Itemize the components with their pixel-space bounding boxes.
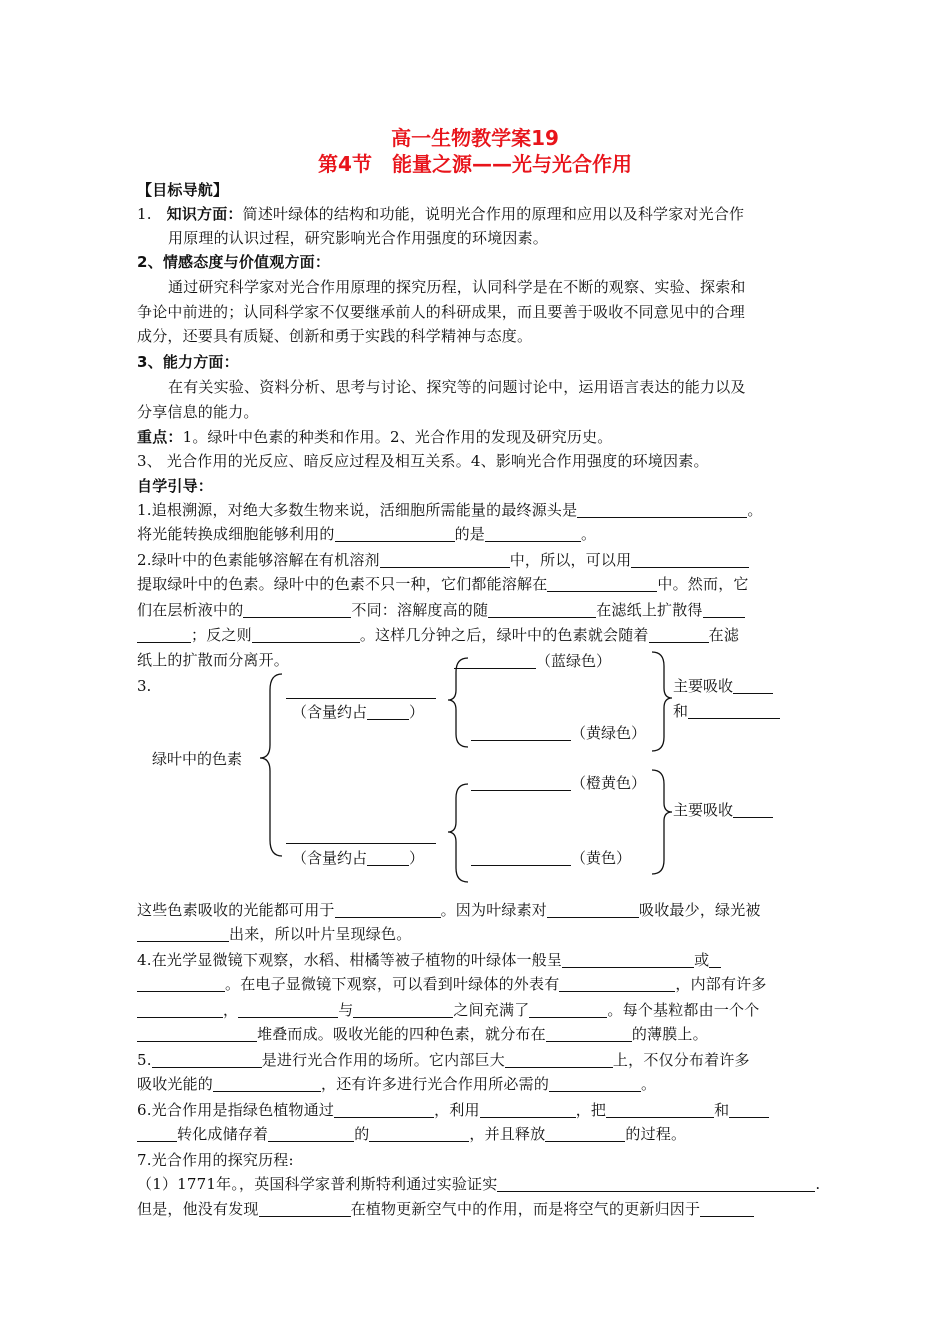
chlorophyll-a-row: （蓝绿色） xyxy=(454,650,611,672)
lower-brace xyxy=(448,784,468,882)
blank[interactable] xyxy=(649,626,709,643)
blank[interactable] xyxy=(268,1125,354,1142)
q2-line-3: 们在层析液中的 不同：溶解度高的随 在滤纸上扩散得 xyxy=(137,598,745,622)
blank[interactable] xyxy=(547,901,639,918)
key-points-line-2: 3、 光合作用的光反应、暗反应过程及相互关系。4、影响光合作用强度的环境因素。 xyxy=(137,452,709,470)
blank[interactable] xyxy=(700,1200,754,1217)
blank[interactable] xyxy=(213,1075,321,1092)
blank[interactable] xyxy=(137,1025,257,1042)
blank[interactable] xyxy=(733,677,773,694)
q2-line-5: 纸上的扩散而分离开。 xyxy=(137,651,290,669)
blank[interactable] xyxy=(471,849,571,866)
chlorophyll-content: （含量约占 ） xyxy=(292,703,425,721)
blank[interactable] xyxy=(137,1125,177,1142)
knowledge-line-2: 用原理的认识过程，研究影响光合作用强度的环境因素。 xyxy=(168,229,549,247)
lower-right-brace xyxy=(652,770,672,874)
emotion-line-3: 成分，还要具有质疑、创新和勇于实践的科学精神与态度。 xyxy=(137,327,533,345)
emotion-line-2: 争论中前进的；认同科学家不仅要继承前人的科研成果，而且要善于吸收不同意见中的合理 xyxy=(137,303,746,321)
blank[interactable] xyxy=(367,703,409,720)
blank[interactable] xyxy=(380,551,510,568)
blank[interactable] xyxy=(335,525,455,542)
blank[interactable] xyxy=(137,626,191,643)
blank[interactable] xyxy=(631,551,749,568)
blank[interactable] xyxy=(353,1001,453,1018)
q2-line-2: 提取绿叶中的色素。绿叶中的色素不只一种，它们都能溶解在 中。然而，它 xyxy=(137,575,749,593)
blank[interactable] xyxy=(137,1001,223,1018)
q3-root-label: 绿叶中的色素 xyxy=(152,750,243,768)
blank[interactable] xyxy=(688,702,780,719)
chlorophyll-blank[interactable] xyxy=(286,680,436,702)
blank[interactable] xyxy=(243,601,351,618)
q1-line-2: 将光能转换成细胞能够利用的 的是 。 xyxy=(137,525,597,543)
blank[interactable] xyxy=(733,801,773,818)
q7-line-2: 但是，他没有发现 在植物更新空气中的作用，而是将空气的更新归因于 xyxy=(137,1197,754,1221)
blank[interactable] xyxy=(549,1075,641,1092)
q5-line-2: 吸收光能的 ，还有许多进行光合作用所必需的 。 xyxy=(137,1075,657,1093)
blank[interactable] xyxy=(367,849,409,866)
blank[interactable] xyxy=(137,975,225,992)
absorb-row-1: 主要吸收 xyxy=(673,675,773,697)
blank[interactable] xyxy=(497,1175,815,1192)
blank[interactable] xyxy=(137,925,229,942)
q2-line-1: 2.绿叶中的色素能够溶解在有机溶剂 中，所以，可以用 xyxy=(137,548,749,572)
q3-line-2: 出来，所以叶片呈现绿色。 xyxy=(137,922,411,946)
blank[interactable] xyxy=(703,601,745,618)
q6-line-1: 6.光合作用是指绿色植物通过 ，利用 ，把 和 xyxy=(137,1098,769,1122)
blank[interactable] xyxy=(709,951,721,968)
emotion-heading: 2、情感态度与价值观方面： xyxy=(137,253,331,271)
q4-line-2: 。在电子显微镜下观察，可以看到叶绿体的外表有 ，内部有许多 xyxy=(137,972,767,996)
absorb-row-3: 主要吸收 xyxy=(673,799,773,821)
blank[interactable] xyxy=(471,774,571,791)
goals-heading: 【目标导航】 xyxy=(137,181,229,199)
carotenoid-blank[interactable] xyxy=(286,825,436,847)
emotion-line-1: 通过研究科学家对光合作用原理的探究历程，认同科学是在不断的观察、实验、探索和 xyxy=(168,278,746,296)
blank[interactable] xyxy=(480,1101,576,1118)
blank[interactable] xyxy=(505,1051,613,1068)
upper-right-brace xyxy=(652,652,672,751)
blank[interactable] xyxy=(529,1001,607,1018)
blank[interactable] xyxy=(335,901,441,918)
blank[interactable] xyxy=(369,1125,469,1142)
blank[interactable] xyxy=(485,525,581,542)
q1-line-1: 1.追根溯源，对绝大多数生物来说，活细胞所需能量的最终源头是 。 xyxy=(137,501,763,519)
blank[interactable] xyxy=(152,1051,262,1068)
ability-heading: 3、能力方面： xyxy=(137,353,239,371)
section-title: 第4节 能量之源——光与光合作用 xyxy=(318,152,632,176)
key-points-line-1: 重点：1。绿叶中色素的种类和作用。2、光合作用的发现及研究历史。 xyxy=(137,428,613,446)
blank[interactable] xyxy=(547,575,657,592)
carotene-row: （橙黄色） xyxy=(471,772,646,794)
xanthophyll-row: （黄色） xyxy=(471,847,631,869)
blank[interactable] xyxy=(334,1101,434,1118)
main-brace xyxy=(260,674,282,856)
q2-line-4: ；反之则 。这样几分钟之后，绿叶中的色素就会随着 在滤 xyxy=(137,623,739,647)
blank[interactable] xyxy=(577,501,747,518)
q4-line-4: 堆叠而成。吸收光能的四种色素，就分布在 的薄膜上。 xyxy=(137,1022,708,1046)
blank[interactable] xyxy=(471,724,571,741)
self-study-heading: 自学引导： xyxy=(137,477,214,495)
blank[interactable] xyxy=(454,652,536,669)
blank[interactable] xyxy=(238,1001,338,1018)
ability-line-2: 分享信息的能力。 xyxy=(137,403,259,421)
blank[interactable] xyxy=(252,626,360,643)
blank[interactable] xyxy=(729,1101,769,1118)
blank[interactable] xyxy=(259,1200,351,1217)
ability-line-1: 在有关实验、资料分析、思考与讨论、探究等的问题讨论中，运用语言表达的能力以及 xyxy=(168,378,746,396)
q5-line-1: 5. 是进行光合作用的场所。它内部巨大 上，不仅分布着许多 xyxy=(137,1051,750,1069)
chlorophyll-b-row: （黄绿色） xyxy=(471,722,646,744)
blank[interactable] xyxy=(545,1125,625,1142)
q6-line-2: 转化成储存着 的 ，并且释放 的过程。 xyxy=(137,1122,686,1146)
blank[interactable] xyxy=(559,975,675,992)
q7-heading: 7.光合作用的探究历程: xyxy=(137,1151,294,1169)
q3-line-1: 这些色素吸收的光能都可用于 。因为叶绿素对 吸收最少，绿光被 xyxy=(137,901,761,919)
absorb-row-2: 和 xyxy=(673,700,780,722)
blank[interactable] xyxy=(488,601,596,618)
blank[interactable] xyxy=(562,951,694,968)
knowledge-line-1: 1. 知识方面：简述叶绿体的结构和功能，说明光合作用的原理和应用以及科学家对光合作 xyxy=(137,205,745,223)
blank[interactable] xyxy=(606,1101,714,1118)
blank[interactable] xyxy=(546,1025,632,1042)
q7-line-1: （1）1771年。，英国科学家普利斯特利通过实验证实 . xyxy=(137,1175,821,1193)
q3-number: 3. xyxy=(137,677,152,695)
q4-line-3: ， 与 之间充满了 。每个基粒都由一个个 xyxy=(137,998,759,1022)
doc-title: 高一生物教学案19 xyxy=(391,126,559,150)
q4-line-1: 4.在光学显微镜下观察，水稻、柑橘等被子植物的叶绿体一般呈 或 xyxy=(137,948,721,972)
carotenoid-content: （含量约占 ） xyxy=(292,849,425,867)
